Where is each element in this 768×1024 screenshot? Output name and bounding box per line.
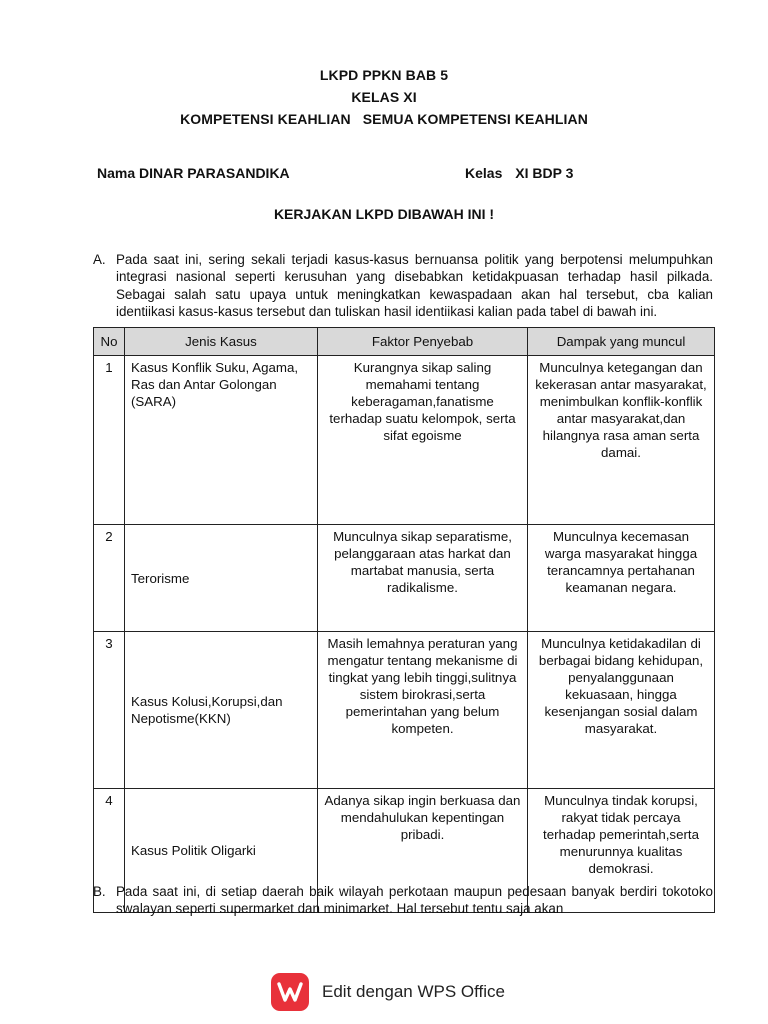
cell-dampak: Munculnya ketegangan dan kekerasan antar masyarakat, menimbulkan konflik-konflik antar masyarakat,dan hilangnya rasa aman serta damai. [528, 356, 715, 525]
section-a [93, 251, 713, 320]
section-a-text: Pada saat ini, sering sekali terjadi kasus-kasus bernuansa politik yang berpotensi melumpuhkan integrasi nasional seperti kerusuhan yang disebabkan ketidakpuasan terhadap hasil pilkada. Sebagai salah satu upaya untuk meningkatkan kewaspadaan akan hal tersebut, cba kalian identiikasi kasus-kasus tersebut dan tuliskan hasil identiikasi kalian pada tabel di bawah ini. [116, 252, 713, 319]
cell-no: 2 [94, 525, 125, 632]
section-b-text: Pada saat ini, di setiap daerah baik wilayah perkotaan maupun pedesaan banyak berdiri tokotoko swalayan seperti supermarket dan minimarket. Hal tersebut tentu saja akan [116, 884, 713, 917]
cell-faktor-penyebab: Adanya sikap ingin berkuasa dan mendahulukan kepentingan pribadi. [318, 789, 528, 913]
cell-no: 3 [94, 632, 125, 789]
cell-dampak: Munculnya ketidakadilan di berbagai bidang kehidupan, penyalanggunaan kekuasaan, hingga kesenjangan sosial dalam masyarakat. [528, 632, 715, 789]
name-value: DINAR PARASANDIKA [139, 165, 290, 181]
cell-jenis-kasus: Terorisme [125, 525, 318, 632]
instruction-heading: KERJAKAN LKPD DIBAWAH INI ! [273, 206, 495, 222]
wps-office-logo-icon [271, 973, 309, 1011]
cell-dampak: Munculnya tindak korupsi, rakyat tidak percaya terhadap pemerintah,serta menurunnya kualitas demokrasi. [528, 789, 715, 913]
table-row [94, 356, 715, 525]
student-name [97, 165, 290, 181]
wps-edit-banner[interactable] [271, 972, 505, 1012]
table-header-row [94, 328, 715, 356]
cell-jenis-kasus: Kasus Kolusi,Korupsi,dan Nepotisme(KKN) [125, 632, 318, 789]
cell-no: 4 [94, 789, 125, 913]
section-b-letter: B. [93, 884, 106, 899]
class-value: XI BDP 3 [515, 165, 574, 181]
cell-faktor-penyebab: Kurangnya sikap saling memahami tentang keberagaman,fanatisme terhadap suatu kelompok, serta sifat egoisme [318, 356, 528, 525]
header-competency: KOMPETENSI KEAHLIAN SEMUA KOMPETENSI KEAHLIAN [180, 111, 588, 127]
cell-faktor-penyebab: Munculnya sikap separatisme, pelanggaraan atas harkat dan martabat manusia, serta radikalisme. [318, 525, 528, 632]
cell-jenis-kasus: Kasus Konflik Suku, Agama, Ras dan Antar Golongan (SARA) [125, 356, 318, 525]
header-faktor-penyebab: Faktor Penyebab [318, 328, 528, 356]
class-label: Kelas [465, 165, 503, 181]
table-row [94, 632, 715, 789]
table-row [94, 525, 715, 632]
cell-dampak: Munculnya kecemasan warga masyarakat hingga terancamnya pertahanan keamanan negara. [528, 525, 715, 632]
document-header [0, 64, 768, 130]
section-b [93, 883, 713, 919]
cell-jenis-kasus: Kasus Politik Oligarki [125, 789, 318, 913]
cell-no: 1 [94, 356, 125, 525]
header-no: No [94, 328, 125, 356]
student-class [465, 165, 573, 181]
wps-edit-text[interactable]: Edit dengan WPS Office [322, 982, 506, 1001]
case-table [93, 327, 715, 913]
header-jenis-kasus: Jenis Kasus [125, 328, 318, 356]
name-label: Nama [97, 165, 136, 181]
header-dampak: Dampak yang muncul [528, 328, 715, 356]
section-a-letter: A. [93, 252, 106, 267]
cell-faktor-penyebab: Masih lemahnya peraturan yang mengatur tentang mekanisme di tingkat yang lebih tinggi,sulitnya sistem birokrasi,serta pemerintahan yang belum kompeten. [318, 632, 528, 789]
header-title: LKPD PPKN BAB 5 [319, 67, 449, 83]
header-class: KELAS XI [351, 89, 417, 105]
